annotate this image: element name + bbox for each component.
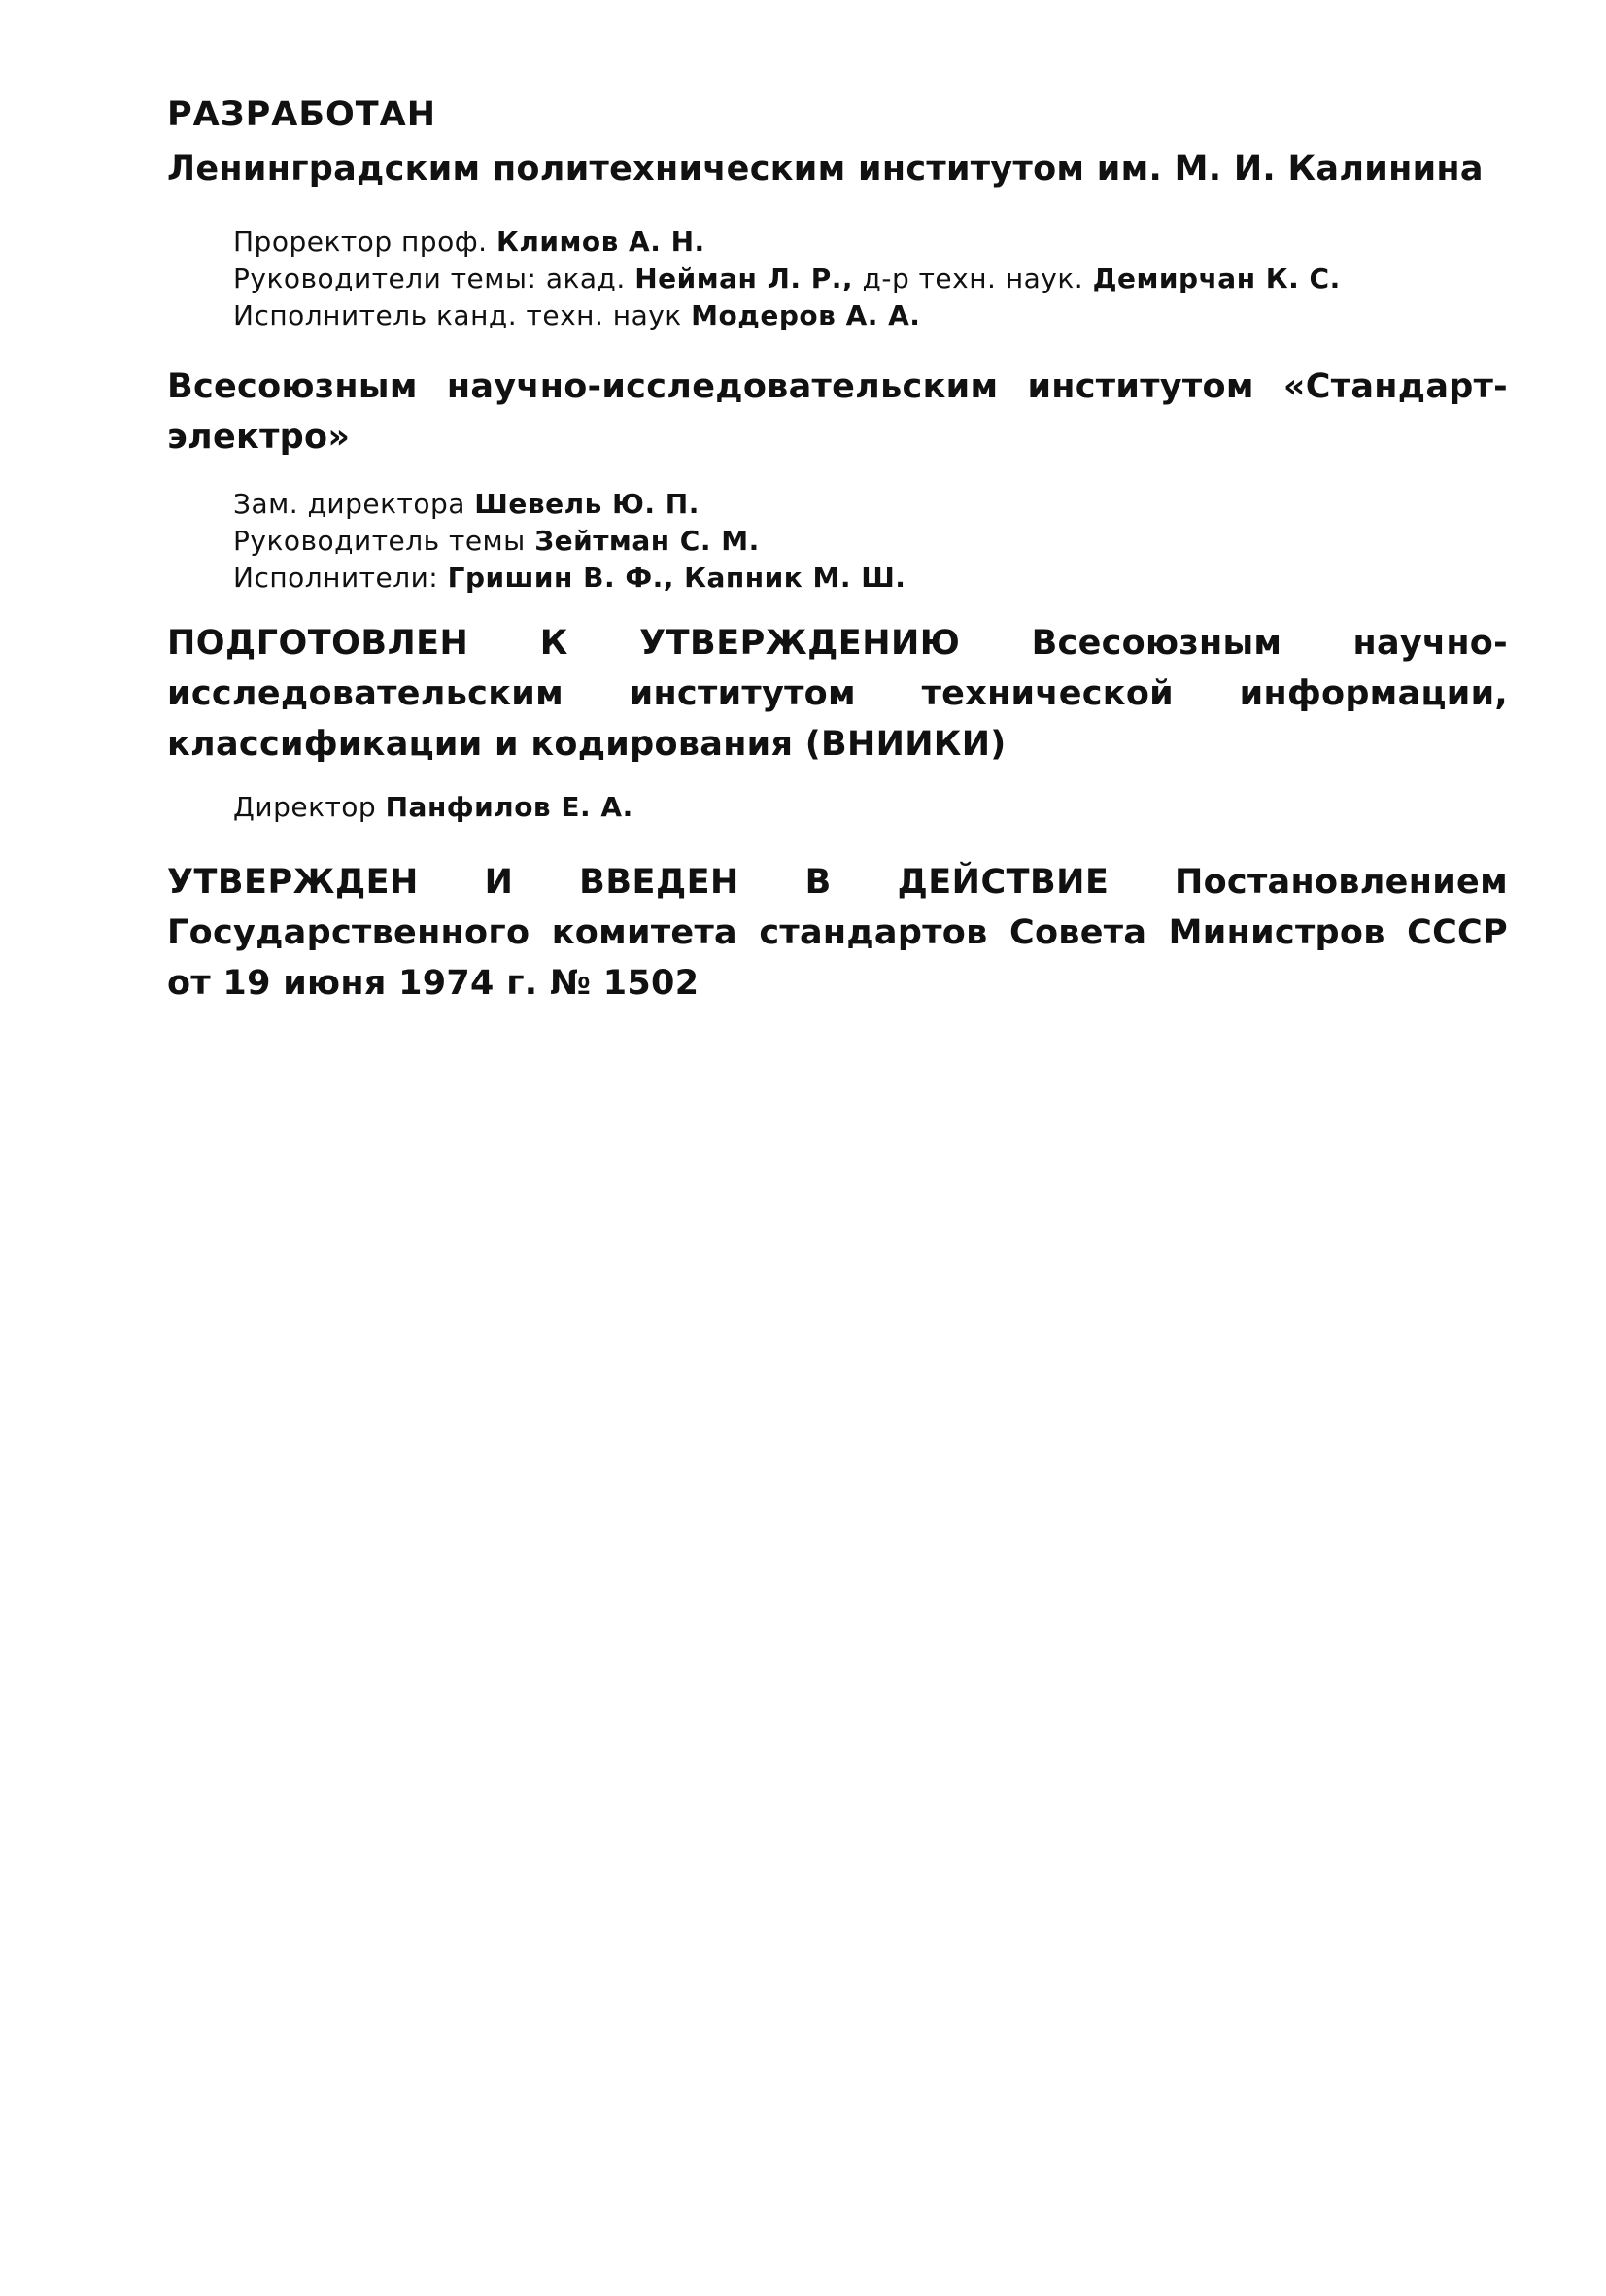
approved-text: Постановлением Государственного комитета стандартов Совета Министров СССР от 19 июня 1974 г. № 1502 xyxy=(167,863,1508,1003)
developer-org-2-people xyxy=(233,486,906,597)
person-line xyxy=(233,486,906,523)
prepared-people xyxy=(233,789,633,826)
person-name: Панфилов Е. А. xyxy=(385,791,633,823)
person-role: Проректор проф. xyxy=(233,225,488,257)
person-role: Руководитель темы xyxy=(233,525,526,557)
developer-org-1-people xyxy=(233,223,1341,334)
person-name: Шевель Ю. П. xyxy=(474,488,700,520)
person-role: Руководители темы: акад. xyxy=(233,262,626,294)
person-name: Зейтман С. М. xyxy=(534,525,760,557)
person-name: Климов А. Н. xyxy=(495,225,705,257)
prepared-org: Всесоюзным научно-исследовательским институтом технической информации, классификации и кодирования (ВНИИКИ) xyxy=(167,624,1508,764)
person-role: д-р техн. наук. xyxy=(862,262,1084,294)
person-role: Зам. директора xyxy=(233,488,465,520)
person-role: Исполнители: xyxy=(233,562,439,594)
prepared-block xyxy=(167,618,1508,770)
person-role: Директор xyxy=(233,791,377,823)
developed-heading: РАЗРАБОТАН xyxy=(167,95,437,134)
person-line xyxy=(233,789,633,826)
person-name: Нейман Л. Р., xyxy=(634,262,854,294)
person-name: Гришин В. Ф., Капник М. Ш. xyxy=(447,562,906,594)
prepared-heading: ПОДГОТОВЛЕН К УТВЕРЖДЕНИЮ xyxy=(167,624,961,663)
approved-block xyxy=(167,857,1508,1009)
person-line xyxy=(233,260,1341,297)
developer-org-1: Ленинградским политехническим институтом им. М. И. Калинина xyxy=(167,150,1484,188)
person-line xyxy=(233,560,906,597)
person-line xyxy=(233,523,906,560)
person-role: Исполнитель канд. техн. наук xyxy=(233,299,682,331)
person-name: Демирчан К. С. xyxy=(1092,262,1341,294)
person-line xyxy=(233,297,1341,334)
person-name: Модеров А. А. xyxy=(691,299,921,331)
approved-heading: УТВЕРЖДЕН И ВВЕДЕН В ДЕЙСТВИЕ xyxy=(167,863,1110,902)
developer-org-2: Всесоюзным научно-исследовательским институтом «Стандарт-электро» xyxy=(167,367,1508,457)
person-line xyxy=(233,223,1341,260)
